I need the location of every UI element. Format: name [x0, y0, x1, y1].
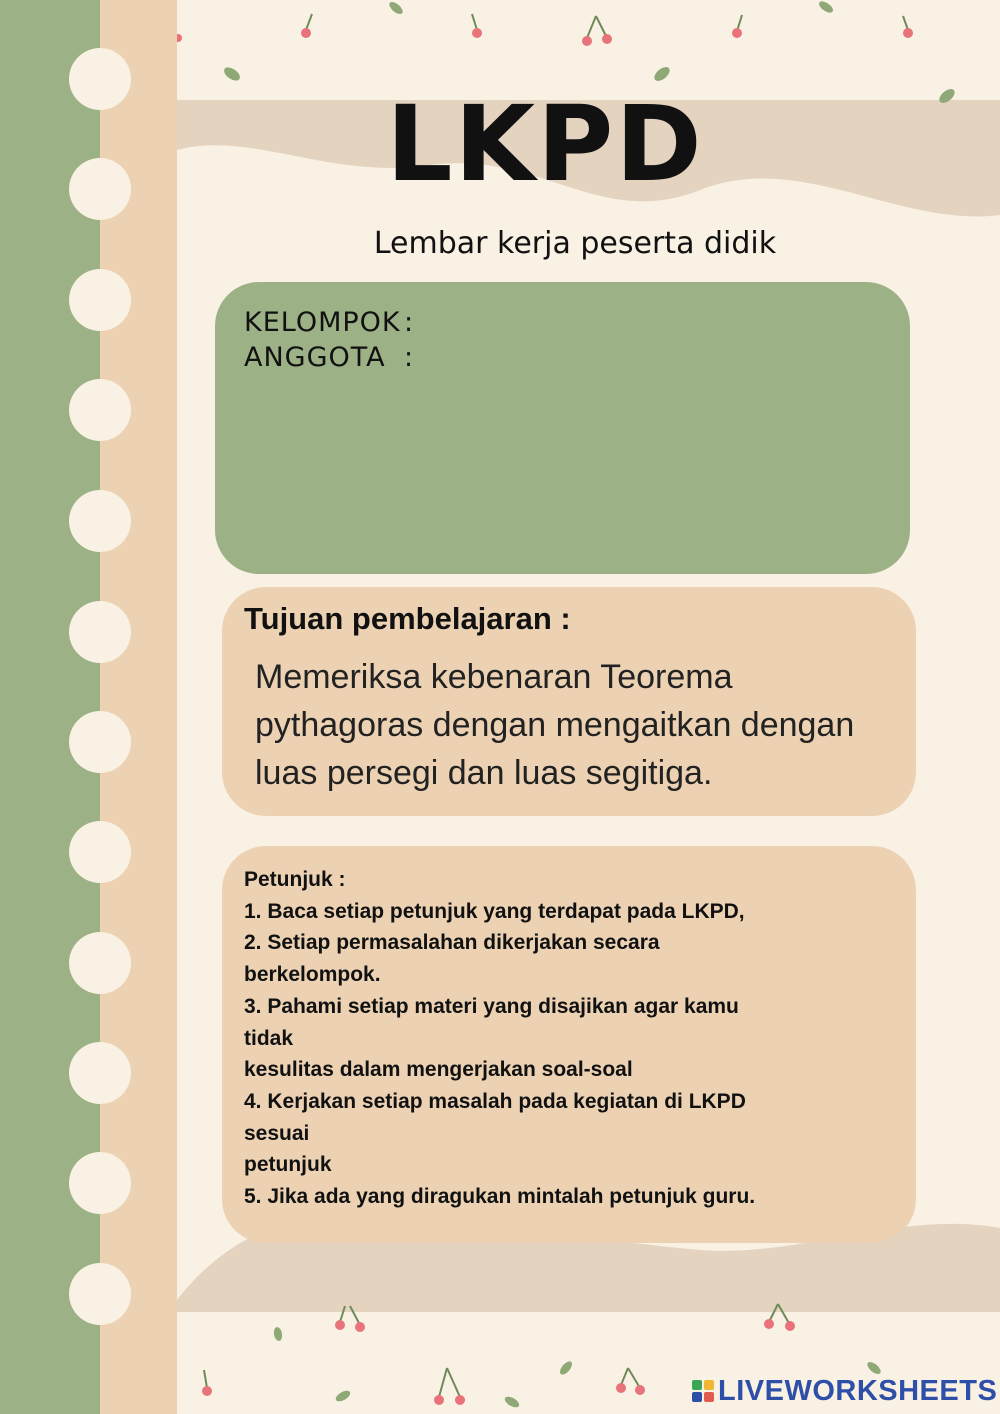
instructions-card: [222, 846, 916, 1243]
instruction-line: sesuai: [244, 1121, 310, 1145]
cherry-icon: [472, 14, 482, 38]
binder-ring: [69, 711, 131, 773]
leaf-icon: [817, 0, 835, 15]
leaf-icon: [558, 1359, 574, 1376]
instructions-heading: Petunjuk :: [244, 868, 346, 891]
binder-ring: [69, 1263, 131, 1325]
leaf-icon: [273, 1326, 283, 1341]
cherry-icon: [903, 16, 913, 38]
learning-goal-text: Memeriksa kebenaran Teorema pythagoras dengan mengaitkan dengan luas persegi dan luas segitiga.: [255, 658, 855, 792]
cherry-icon: [732, 15, 742, 38]
liveworksheets-logo[interactable]: [692, 1374, 997, 1408]
liveworksheets-icon: [692, 1380, 714, 1402]
group-separator: :: [404, 307, 415, 338]
cherry-icon: [616, 1368, 645, 1395]
binder-ring: [69, 821, 131, 883]
leaf-icon: [652, 64, 672, 83]
instructions-body: [244, 864, 844, 1213]
instruction-line: tidak: [244, 1026, 294, 1050]
binder-ring: [69, 932, 131, 994]
learning-goal-heading: Tujuan pembelajaran :: [244, 601, 571, 636]
instruction-line: petunjuk: [244, 1153, 332, 1177]
binder-ring: [69, 1152, 131, 1214]
leaf-icon: [503, 1395, 521, 1410]
group-label: KELOMPOK: [244, 307, 401, 338]
group-info-card: [215, 282, 910, 574]
cherry-icon: [582, 16, 612, 46]
binder-ring: [69, 158, 131, 220]
leaf-icon: [222, 65, 242, 84]
binder-ring: [69, 379, 131, 441]
members-label: ANGGOTA: [244, 342, 386, 373]
instruction-line: berkelompok.: [244, 963, 381, 987]
binder-ring: [69, 490, 131, 552]
binder-ring: [69, 601, 131, 663]
binder-ring: [69, 1042, 131, 1104]
page-title: LKPD: [386, 83, 704, 205]
instruction-line: 1. Baca setiap petunjuk yang terdapat pada LKPD,: [244, 899, 745, 923]
members-field[interactable]: [244, 344, 414, 371]
members-separator: :: [404, 342, 415, 373]
leaf-icon: [387, 0, 404, 16]
cherry-icon: [434, 1368, 465, 1405]
group-field[interactable]: [244, 309, 414, 336]
instruction-line: 5. Jika ada yang diragukan mintalah petunjuk guru.: [244, 1185, 756, 1209]
instruction-line: 3. Pahami setiap materi yang disajikan agar kamu: [244, 994, 739, 1018]
instruction-line: 4. Kerjakan setiap masalah pada kegiatan di LKPD: [244, 1089, 746, 1113]
page-subtitle: Lembar kerja peserta didik: [373, 226, 777, 261]
cherry-icon: [301, 14, 312, 38]
binder-ring: [69, 269, 131, 331]
instruction-line: kesulitas dalam mengerjakan soal-soal: [244, 1058, 633, 1082]
binder-ring: [69, 48, 131, 110]
brand-name: LIVEWORKSHEETS: [718, 1374, 998, 1407]
cherry-icon: [202, 1370, 212, 1396]
leaf-icon: [334, 1389, 352, 1404]
instruction-line: 2. Setiap permasalahan dikerjakan secara: [244, 931, 660, 955]
learning-goal-card: [222, 587, 916, 816]
